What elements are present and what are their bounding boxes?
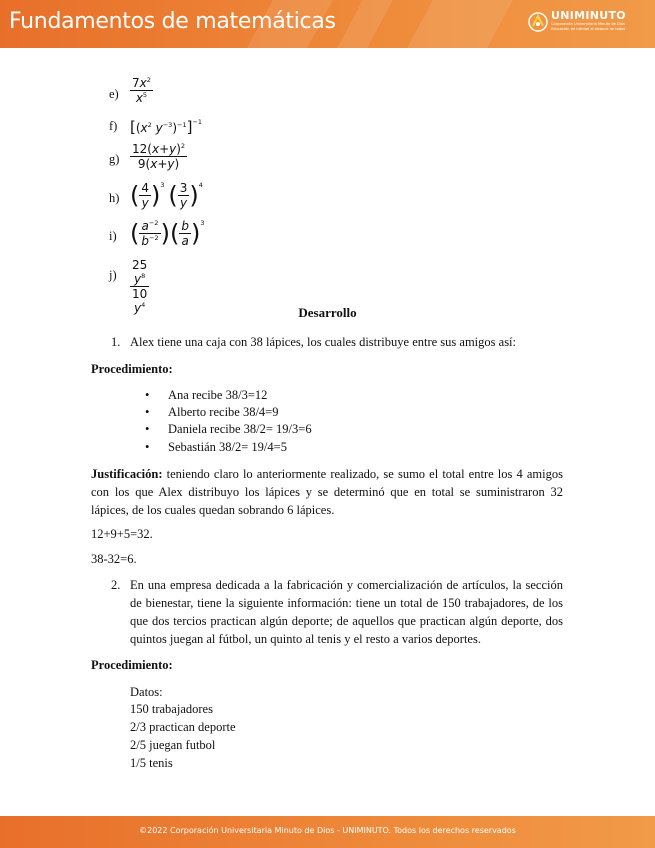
- problem-number: 1.: [111, 335, 121, 349]
- page-header: [0, 0, 655, 48]
- course-title: Fundamentos de matemáticas: [9, 9, 336, 34]
- problem-statement: Alex tiene una caja con 38 lápices, los cuales distribuye entre sus amigos así:: [130, 335, 516, 349]
- math-expression: ( $\frac{4}{y}$ )$^3$ ( $\frac{3}{y}$ )$^4$: [130, 181, 203, 210]
- exercise-label: h): [109, 191, 120, 205]
- logo-tagline: Educación de calidad al alcance de todos: [551, 27, 626, 31]
- procedure-label: Procedimiento:: [91, 658, 173, 672]
- data-line: 2/3 practican deporte: [130, 720, 236, 734]
- justification-text: teniendo claro lo anteriormente realizado, se sumo el total entre los 4 amigos con los que Alex distribuyo los lápices y se determinó que en total se suministraron 32 lápices, de los cuales quedan sobrando 6 lápices.: [91, 467, 563, 517]
- math-expression: ( $\frac{a^{-2}}{b^{-2}}$ )( $\frac{b}{a}$ )$^3$: [130, 219, 205, 248]
- header-decoration: [337, 0, 393, 48]
- justification-label: Justificación:: [91, 467, 163, 481]
- justification-paragraph: [91, 465, 563, 519]
- exercise-label: j): [109, 268, 117, 282]
- list-item-text: Alberto recibe 38/4=9: [168, 405, 279, 419]
- data-line: 2/5 juegan futbol: [130, 738, 216, 752]
- header-decoration: [407, 0, 513, 48]
- exercise-label: i): [109, 229, 117, 243]
- data-line: Datos:: [130, 685, 163, 699]
- data-line: 150 trabajadores: [130, 702, 213, 716]
- list-item-text: Daniela recibe 38/2= 19/3=6: [168, 422, 312, 436]
- problem-number: 2.: [111, 578, 121, 592]
- calculation: 12+9+5=32.: [91, 527, 153, 541]
- calculation: 38-32=6.: [91, 552, 137, 566]
- uniminuto-logo: [527, 9, 639, 35]
- math-expression: $\frac{25 y^8}{10 y^4}$: [132, 258, 148, 315]
- math-expression: [($x^2$ $y^{-3})^{-1}]^{-1}$: [130, 118, 203, 136]
- data-line: 1/5 tenis: [130, 756, 173, 770]
- logo-icon: [527, 11, 549, 33]
- exercise-label: e): [109, 87, 119, 101]
- copyright-text: ©2022 Corporación Universitaria Minuto de Dios - UNIMINUTO. Todos los derechos reservados: [139, 826, 516, 835]
- section-title: Desarrollo: [298, 305, 357, 320]
- math-expression: $\frac{12(x+y)^2}{9(x+y)}$: [132, 142, 186, 171]
- exercise-label: f): [109, 119, 118, 133]
- exercise-label: g): [109, 152, 120, 166]
- logo-subtitle: Corporación Universitaria Minuto de Dios: [551, 22, 625, 26]
- procedure-label: Procedimiento:: [91, 362, 173, 376]
- list-item-text: Sebastián 38/2= 19/4=5: [168, 440, 287, 454]
- logo-name: UNIMINUTO: [551, 9, 626, 22]
- page-footer: [0, 816, 655, 848]
- problem-statement: En una empresa dedicada a la fabricación y comercialización de artículos, la sección de bienestar, tiene la siguiente información: tiene un total de 150 trabajadores, de los que dos tercios practican algún deporte; de aquellos que practican algún deporte, dos quintos juegan al fútbol, un quinto al tenis y el resto a varios deportes.: [130, 578, 563, 646]
- math-expression: $\frac{7x^2}{x^5}$: [132, 76, 151, 105]
- list-item-text: Ana recibe 38/3=12: [168, 388, 268, 402]
